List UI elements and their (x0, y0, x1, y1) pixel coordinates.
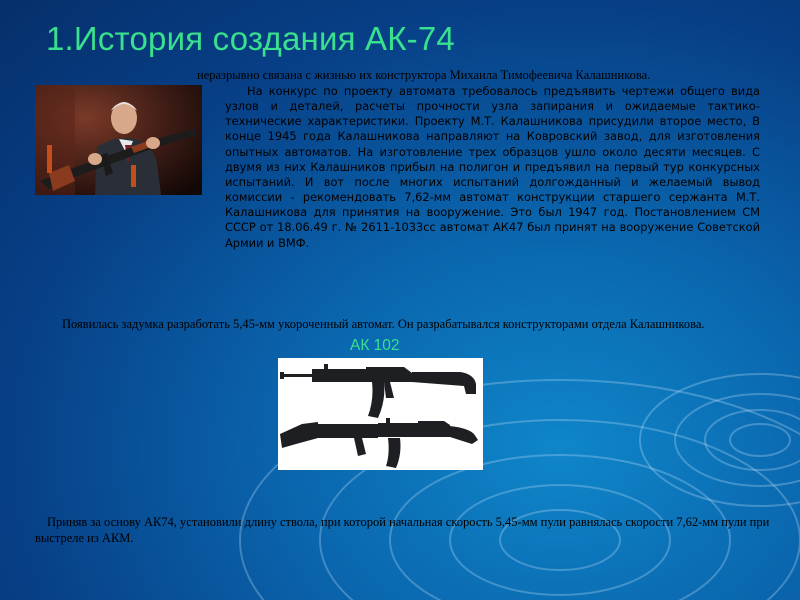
kalashnikov-photo (35, 85, 202, 195)
barrel-length-paragraph: Приняв за основу АК74, установили длину ствола, при которой начальная скорость 5,45-мм пули равнялась скорости 7,62-мм пули при выстреле из АКМ. (35, 515, 770, 545)
ak-102-rifles-image (278, 358, 483, 470)
model-label: АК 102 (350, 337, 400, 354)
slide-title: 1.История создания АК-74 (46, 20, 455, 57)
history-paragraph: На конкурс по проекту автомата требовалось предъявить чертежи общего вида узлов и деталей, расчеты прочности узла запирания и ожидаемые тактико-технические характеристики. Проекту М.Т. Калашникова присудили второе место, В конце 1945 года Калашникова направляют на Ковровский завод, для изготовления опытных автоматов. На изготовление трех образцов ушло около десяти месяцев. С двумя из них Калашников прибыл на полигон и предъявил на первый тур конкурсных испытаний. И вот после многих испытаний долгожданный и желаемый вывод комиссии - рекомендовать 7,62-мм автомат конструкции старшего сержанта М.Т. Калашникова для принятия на вооружение. Это был 1947 год. Постановлением СМ СССР от 18.06.49 г. № 2611-1033сс автомат АК47 был принят на вооружение Советской Армии и ВМФ. (225, 84, 760, 250)
development-paragraph: Появилась задумка разработать 5,45-мм укороченный автомат. Он разрабатывался конструкторами отдела Калашникова. (62, 317, 705, 331)
slide-subtitle: неразрывно связана с жизнью их конструктора Михаила Тимофеевича Калашникова. (197, 68, 651, 82)
